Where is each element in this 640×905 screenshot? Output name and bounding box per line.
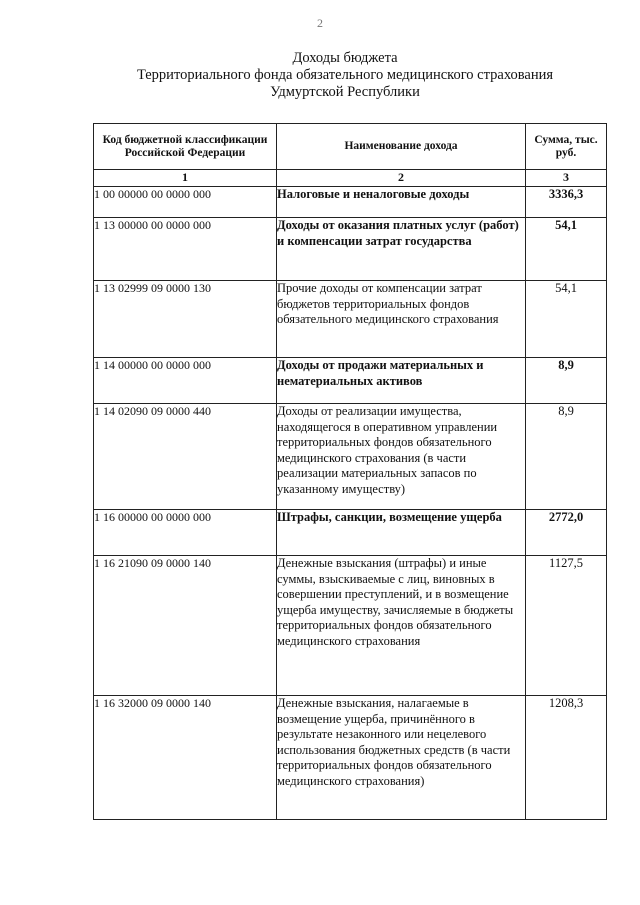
row-amount: 8,9: [526, 358, 607, 404]
row-name: Денежные взыскания, налагаемые в возмещение ущерба, причинённого в результате незаконного или нецелевого использования бюджетных средств (в части территориальных фондов обязательного медицинского страхования): [277, 696, 526, 820]
page-number: 2: [317, 16, 323, 30]
row-amount: 54,1: [526, 218, 607, 281]
title-line-2: Территориального фонда обязательного медицинского страхования: [136, 67, 554, 83]
table-row: [94, 556, 607, 696]
row-code: 1 16 32000 09 0000 140: [94, 696, 277, 820]
header-amount: Сумма, тыс. руб.: [526, 124, 607, 170]
row-code: 1 14 02090 09 0000 440: [94, 404, 277, 510]
row-code: 1 00 00000 00 0000 000: [94, 187, 277, 218]
row-name: Доходы от оказания платных услуг (работ) и компенсации затрат государства: [277, 218, 526, 281]
row-code: 1 13 00000 00 0000 000: [94, 218, 277, 281]
header-name: Наименование дохода: [277, 124, 526, 170]
row-name: Доходы от продажи материальных и нематериальных активов: [277, 358, 526, 404]
table-row: [94, 404, 607, 510]
row-amount: 1208,3: [526, 696, 607, 820]
column-number: 2: [277, 170, 526, 187]
row-code: 1 16 21090 09 0000 140: [94, 556, 277, 696]
budget-income-table: [93, 123, 607, 820]
row-name: Доходы от реализации имущества, находящегося в оперативном управлении территориальных фондов обязательного медицинского страхования (в части реализации материальных запасов по указанному имуществу): [277, 404, 526, 510]
column-number: 1: [94, 170, 277, 187]
table-row: [94, 358, 607, 404]
column-number: 3: [526, 170, 607, 187]
row-amount: 1127,5: [526, 556, 607, 696]
row-name: Денежные взыскания (штрафы) и иные суммы, взыскиваемые с лиц, виновных в совершении преступлений, и в возмещение ущерба имуществу, зачисляемые в бюджеты территориальных фондов обязательного медицинского страхования: [277, 556, 526, 696]
row-name: Прочие доходы от компенсации затрат бюджетов территориальных фондов обязательного медицинского страхования: [277, 281, 526, 358]
document-title: [0, 50, 640, 101]
row-amount: 54,1: [526, 281, 607, 358]
row-amount: 3336,3: [526, 187, 607, 218]
row-amount: 2772,0: [526, 510, 607, 556]
row-code: 1 13 02999 09 0000 130: [94, 281, 277, 358]
header-code: Код бюджетной классификации Российской Федерации: [94, 124, 277, 170]
table-row: [94, 510, 607, 556]
row-name: Налоговые и неналоговые доходы: [277, 187, 526, 218]
row-amount: 8,9: [526, 404, 607, 510]
title-line-3: Удмуртской Республики: [270, 84, 420, 100]
table-row: [94, 696, 607, 820]
column-number-row: [94, 170, 607, 187]
table-row: [94, 218, 607, 281]
table-row: [94, 187, 607, 218]
table-row: [94, 281, 607, 358]
title-line-1: Доходы бюджета: [292, 50, 398, 66]
row-name: Штрафы, санкции, возмещение ущерба: [277, 510, 526, 556]
row-code: 1 14 00000 00 0000 000: [94, 358, 277, 404]
row-code: 1 16 00000 00 0000 000: [94, 510, 277, 556]
